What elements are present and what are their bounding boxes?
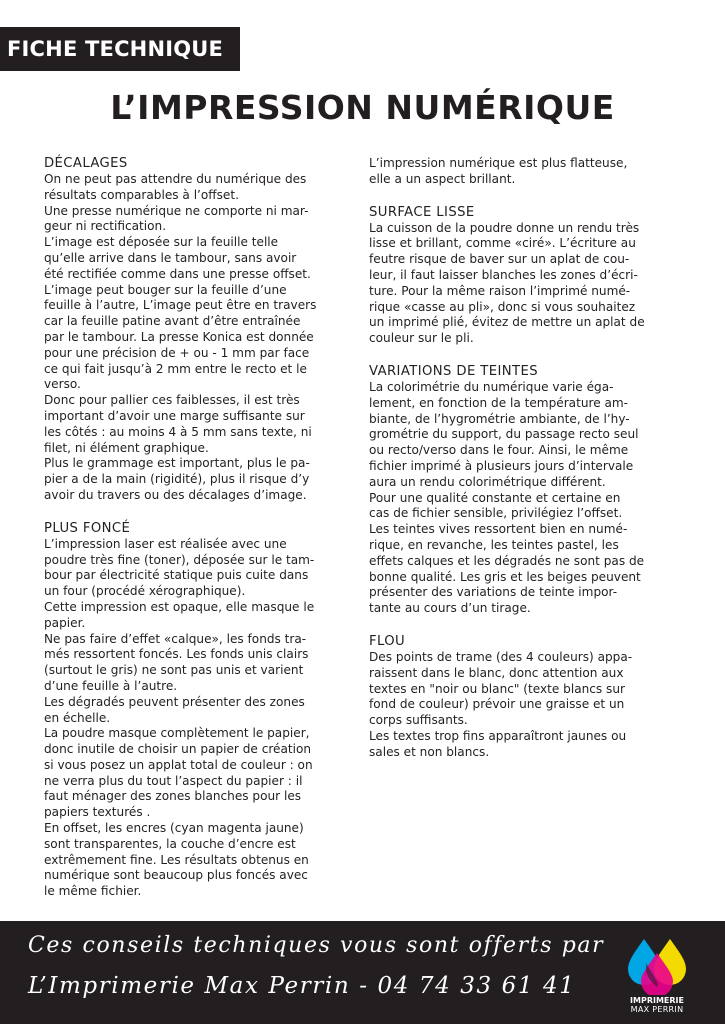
paragraph: L’image est déposée sur la feuille telle qu’elle arrive dans le tambour, sans avoir été rectifiée comme dans une presse offset.	[44, 235, 311, 281]
section-heading: FLOU	[369, 633, 406, 649]
paragraph: Des points de trame (des 4 couleurs) appa- raissent dans le blanc, donc attention aux textes en "noir ou blanc" (texte blancs sur fond de couleur) prévoir une graisse et un corps suffisants.	[369, 649, 633, 728]
section-heading: VARIATIONS DE TEINTES	[369, 363, 538, 379]
left-column	[44, 156, 354, 917]
paragraph: Plus le grammage est important, plus le pa- pier a de la main (rigidité), plus il risque d’y avoir du travers ou des décalages d’image.	[44, 456, 310, 502]
section-plus-fonce	[44, 521, 354, 900]
paragraph: On ne peut pas attendre du numérique des résultats comparables à l’offset.	[44, 172, 307, 202]
paragraph: La colorimétrie du numérique varie éga- lement, en fonction de la température am- biante, de l’hygrométrie ambiante, de l’hy- grométrie du support, du passage recto seul ou recto/verso dans le four. Ainsi, le même fichier imprimé à plusieurs jours d’intervale aura un rendu colorimétrique différent.	[369, 379, 639, 489]
footer-contact: L’Imprimerie Max Perrin - 04 74 33 61 41	[28, 973, 576, 999]
section-surface-lisse	[369, 205, 679, 347]
section-heading: PLUS FONCÉ	[44, 520, 131, 536]
section-flou	[369, 634, 679, 761]
right-column	[369, 156, 679, 778]
section-intro	[369, 156, 679, 188]
paragraph: L’image peut bouger sur la feuille d’une feuille à l’autre, L’image peut être en travers car la feuille patine avant d’être entraînée par le tambour. La presse Konica est donnée pour une précision de + ou - 1 mm par face ce qui fait jusqu’à 2 mm entre le recto et le verso.	[44, 282, 317, 392]
paragraph: Les teintes vives ressortent bien en numé- rique, en revanche, les teintes pastel, les effets calques et les dégradés ne sont pas de bonne qualité. Les gris et les beiges peuvent présenter des variations de teinte impor- tante au cours d’un tirage.	[369, 522, 645, 616]
paragraph: Les textes trop fins apparaîtront jaunes ou sales et non blancs.	[369, 728, 627, 759]
section-decalages	[44, 156, 354, 504]
section-heading: SURFACE LISSE	[369, 204, 475, 220]
paragraph: L’impression laser est réalisée avec une poudre très fine (toner), déposée sur le tam- bour par électricité statique puis cuite dans un four (procédé xérographique).	[44, 536, 315, 599]
paragraph: Ne pas faire d’effet «calque», les fonds tra- més ressortent foncés. Les fonds unis clairs (surtout le gris) ne sont pas unis et varient d’une feuille à l’autre.	[44, 631, 309, 693]
paragraph: Cette impression est opaque, elle masque le papier.	[44, 599, 315, 630]
paragraph: Pour une qualité constante et certaine en cas de fichier sensible, privilégiez l’offset.	[369, 490, 623, 521]
fiche-technique-badge: FICHE TECHNIQUE	[0, 27, 240, 71]
section-heading: DÉCALAGES	[44, 156, 128, 171]
paragraph: Donc pour pallier ces faiblesses, il est très important d’avoir une marge suffisante sur les côtés : au moins 4 à 5 mm sans texte, ni filet, ni élément graphique.	[44, 393, 312, 455]
section-variations-de-teintes	[369, 364, 679, 617]
paragraph: La cuisson de la poudre donne un rendu très lisse et brillant, comme «ciré». L’écriture au feutre risque de baver sur un aplat de cou- leur, il faut laisser blanches les zones d’écri- ture. Pour la même raison l’imprimé numé- rique «casse au pli», donc si vous souhaitez un imprimé plié, évitez de mettre un aplat de couleur sur le pli.	[369, 220, 645, 346]
footer-banner	[0, 921, 725, 1024]
page-title: L’IMPRESSION NUMÉRIQUE	[110, 88, 615, 127]
imprimerie-logo	[624, 935, 690, 1017]
paragraph: Les dégradés peuvent présenter des zones en échelle.	[44, 694, 305, 725]
footer-tagline: Ces conseils techniques vous sont offerts par	[28, 933, 605, 958]
logo-text-max-perrin: MAX PERRIN	[630, 1005, 684, 1014]
ink-drops-logo-icon	[624, 935, 690, 995]
paragraph: Une presse numérique ne comporte ni mar- geur ni rectification.	[44, 203, 309, 234]
paragraph: La poudre masque complètement le papier, donc inutile de choisir un papier de création si vous posez un applat total de couleur : on ne verra plus du tout l’aspect du papier : il faut ménager des zones blanches pour les papiers texturés .	[44, 726, 313, 820]
paragraph: En offset, les encres (cyan magenta jaune) sont transparentes, la couche d’encre est extrêmement fine. Les résultats obtenus en numérique sont beaucoup plus foncés avec le même fichier.	[44, 821, 309, 899]
intro-paragraph: L’impression numérique est plus flatteuse, elle a un aspect brillant.	[369, 156, 628, 186]
logo-text-imprimerie: IMPRIMERIE	[630, 996, 684, 1005]
